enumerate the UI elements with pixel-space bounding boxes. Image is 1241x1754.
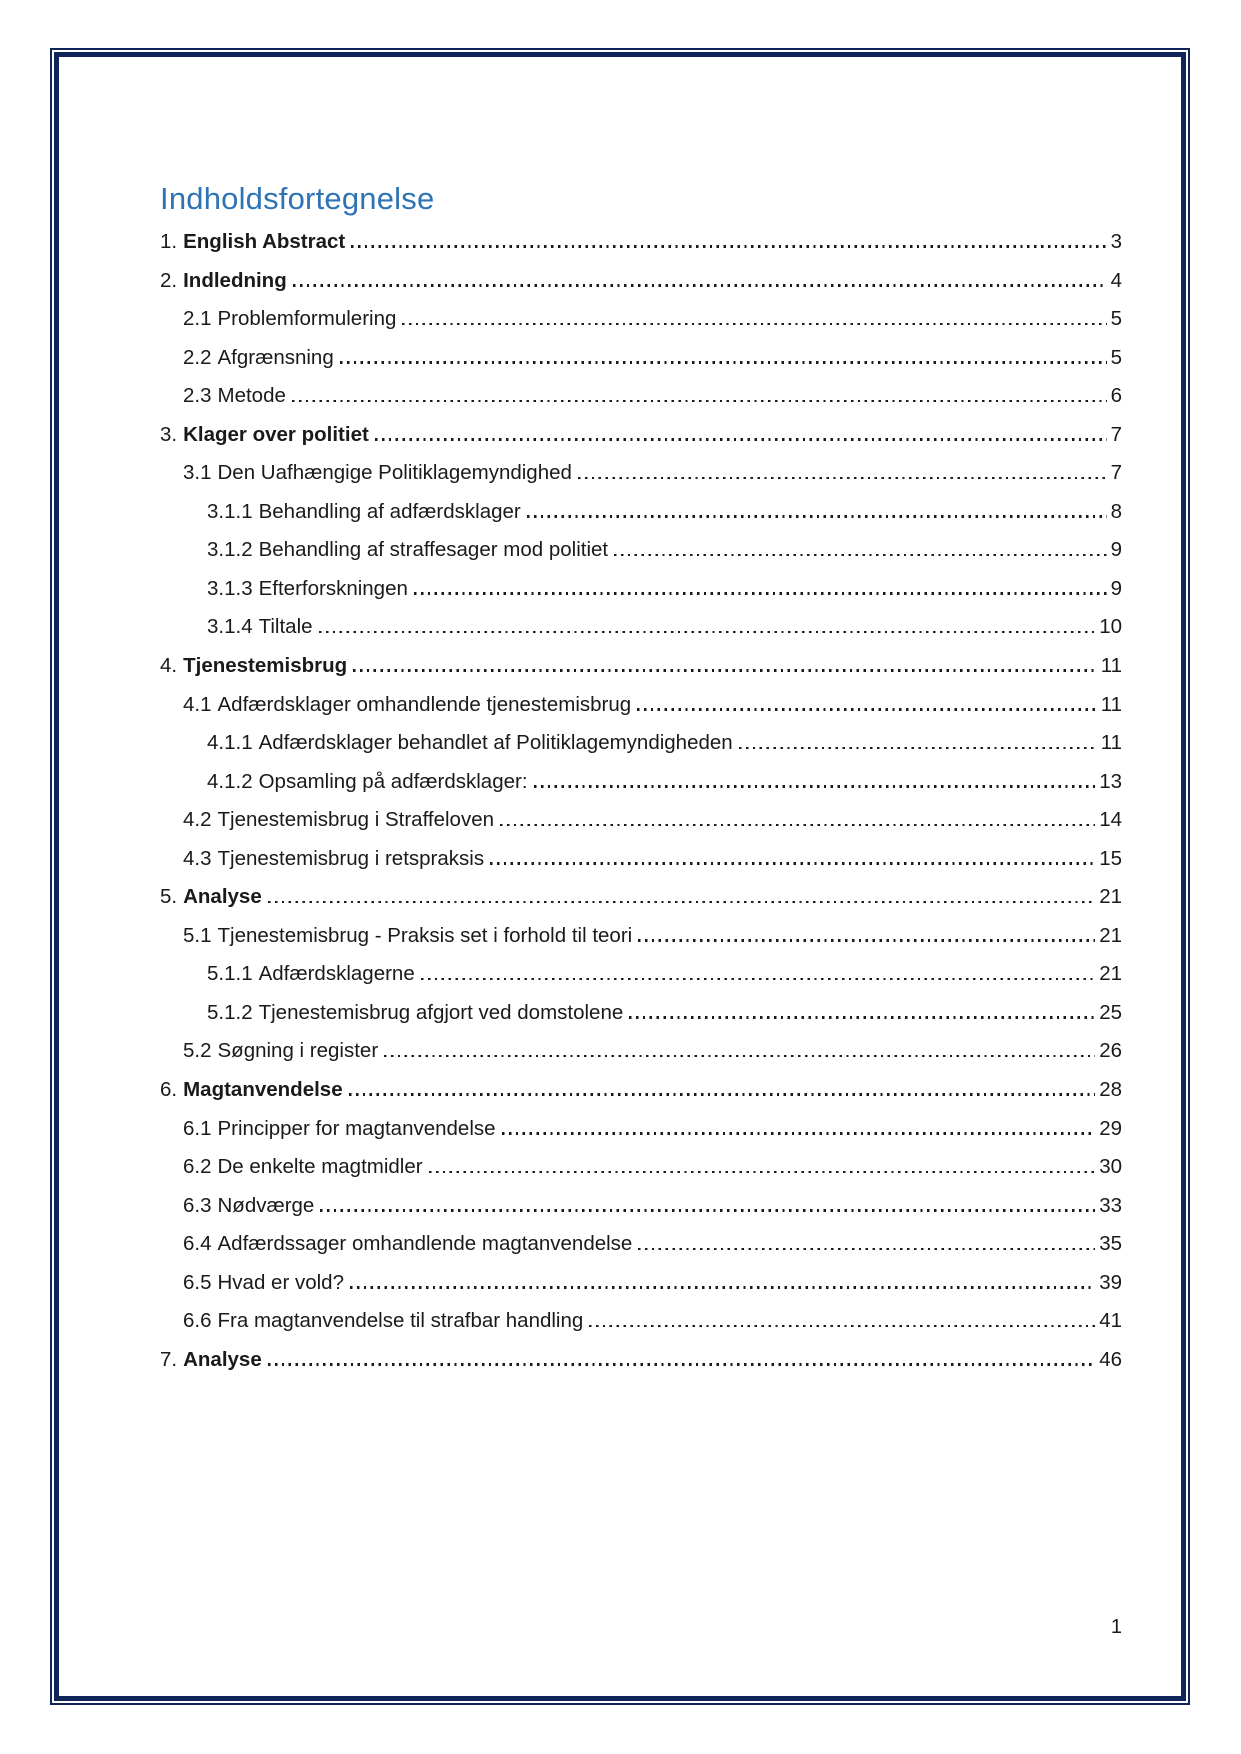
toc-entry-label <box>183 1187 314 1226</box>
toc-list <box>160 223 1122 1379</box>
toc-entry[interactable] <box>160 994 1122 1033</box>
toc-entry-page-number: 4 <box>1110 268 1122 292</box>
toc-entry[interactable] <box>160 1071 1122 1110</box>
toc-entry[interactable] <box>160 1302 1122 1341</box>
toc-entry[interactable] <box>160 608 1122 647</box>
toc-entry-label <box>207 724 733 763</box>
toc-entry-label <box>160 262 287 301</box>
toc-entry-number: 4.1.1 <box>207 731 253 755</box>
toc-entry-number: 2.2 <box>183 345 212 369</box>
toc-entry-label <box>183 1264 344 1303</box>
toc-entry-page-number: 46 <box>1099 1347 1122 1371</box>
toc-entry-label <box>160 878 262 917</box>
toc-dot-leader <box>349 1093 1096 1096</box>
toc-entry[interactable] <box>160 763 1122 802</box>
toc-entry-number: 5.2 <box>183 1039 212 1063</box>
toc-entry-label <box>207 994 623 1033</box>
toc-entry-label <box>183 1032 378 1071</box>
toc-entry-title: Nødværge <box>217 1193 315 1217</box>
toc-entry-label <box>183 1148 423 1187</box>
toc-dot-leader <box>421 978 1095 981</box>
toc-entry-label <box>183 454 572 493</box>
toc-entry-label <box>183 339 334 378</box>
toc-entry-label <box>160 416 369 455</box>
toc-heading: Indholdsfortegnelse <box>160 181 435 216</box>
toc-entry[interactable] <box>160 377 1122 416</box>
toc-entry[interactable] <box>160 1264 1122 1303</box>
toc-entry-number: 3.1.2 <box>207 538 253 562</box>
toc-entry[interactable] <box>160 223 1122 262</box>
toc-dot-leader <box>638 1248 1095 1251</box>
toc-entry-page-number: 21 <box>1099 962 1122 986</box>
toc-entry-title: Adfærdsklagerne <box>258 962 415 986</box>
toc-dot-leader <box>402 323 1106 326</box>
toc-dot-leader <box>293 284 1107 287</box>
toc-entry-page-number: 9 <box>1110 576 1122 600</box>
toc-entry-page-number: 10 <box>1099 615 1122 639</box>
toc-entry[interactable] <box>160 300 1122 339</box>
toc-entry-label <box>160 1071 343 1110</box>
toc-dot-leader <box>527 515 1107 518</box>
toc-entry-label <box>183 377 286 416</box>
toc-entry[interactable] <box>160 1148 1122 1187</box>
toc-entry-title: Behandling af straffesager mod politiet <box>258 538 609 562</box>
toc-entry-number: 3. <box>160 422 178 446</box>
toc-dot-leader <box>350 1286 1095 1289</box>
toc-entry-number: 2.3 <box>183 384 212 408</box>
toc-entry-page-number: 21 <box>1099 923 1122 947</box>
toc-entry-page-number: 3 <box>1110 230 1122 253</box>
toc-entry-label <box>207 763 528 802</box>
toc-entry[interactable] <box>160 262 1122 301</box>
toc-dot-leader <box>384 1055 1095 1058</box>
toc-entry-page-number: 9 <box>1110 538 1122 562</box>
toc-entry-label <box>160 223 345 262</box>
toc-dot-leader <box>629 1016 1095 1019</box>
toc-entry-number: 2. <box>160 268 178 292</box>
toc-entry-page-number: 41 <box>1099 1309 1122 1333</box>
toc-entry-title: Analyse <box>183 885 262 909</box>
toc-dot-leader <box>414 592 1107 595</box>
toc-entry-page-number: 7 <box>1110 422 1122 446</box>
toc-entry-number: 3.1.4 <box>207 615 253 639</box>
toc-entry-number: 4.3 <box>183 846 212 870</box>
toc-dot-leader <box>375 438 1107 441</box>
toc-entry-title: Tjenestemisbrug afgjort ved domstolene <box>258 1000 624 1024</box>
toc-entry-number: 5.1.2 <box>207 1000 253 1024</box>
toc-entry-number: 7. <box>160 1347 178 1371</box>
toc-dot-leader <box>319 631 1096 634</box>
toc-entry-number: 2.1 <box>183 307 212 331</box>
toc-dot-leader <box>268 1363 1095 1366</box>
toc-entry[interactable] <box>160 454 1122 493</box>
toc-entry[interactable] <box>160 917 1122 956</box>
toc-entry[interactable] <box>160 724 1122 763</box>
toc-entry-page-number: 8 <box>1110 499 1122 523</box>
toc-entry-title: Analyse <box>183 1347 262 1371</box>
toc-entry-number: 6.1 <box>183 1116 212 1140</box>
toc-entry-page-number: 5 <box>1110 345 1122 369</box>
toc-entry-page-number: 26 <box>1099 1039 1122 1063</box>
toc-entry[interactable] <box>160 840 1122 879</box>
toc-entry-page-number: 11 <box>1100 654 1122 678</box>
toc-dot-leader <box>739 747 1097 750</box>
footer-page-number: 1 <box>1110 1616 1122 1638</box>
toc-entry-page-number: 29 <box>1099 1116 1122 1140</box>
toc-entry-title: Fra magtanvendelse til strafbar handling <box>217 1309 584 1333</box>
toc-entry-number: 6.2 <box>183 1155 212 1179</box>
toc-dot-leader <box>429 1171 1096 1174</box>
toc-entry-title: English Abstract <box>183 230 346 253</box>
toc-entry-number: 5.1.1 <box>207 962 253 986</box>
toc-entry-title: Afgrænsning <box>217 345 334 369</box>
toc-dot-leader <box>320 1209 1095 1212</box>
toc-entry[interactable] <box>160 878 1122 917</box>
toc-entry[interactable] <box>160 1341 1122 1380</box>
toc-entry-title: Metode <box>217 384 286 408</box>
toc-entry-number: 3.1.1 <box>207 499 253 523</box>
toc-dot-leader <box>614 554 1107 557</box>
toc-entry-page-number: 30 <box>1099 1155 1122 1179</box>
toc-entry-title: Søgning i register <box>217 1039 379 1063</box>
toc-dot-leader <box>490 862 1095 865</box>
toc-entry[interactable] <box>160 1032 1122 1071</box>
toc-entry-title: Tjenestemisbrug i retspraksis <box>217 846 485 870</box>
toc-entry-title: Adfærdsklager behandlet af Politiklagemyndigheden <box>258 731 733 755</box>
toc-entry-page-number: 35 <box>1099 1232 1122 1256</box>
toc-entry[interactable] <box>160 339 1122 378</box>
toc-entry-title: Magtanvendelse <box>183 1078 343 1102</box>
toc-entry-title: Adfærdssager omhandlende magtanvendelse <box>217 1232 633 1256</box>
toc-entry-title: Problemformulering <box>217 307 397 331</box>
toc-entry-number: 4.1 <box>183 692 212 716</box>
toc-entry-page-number: 11 <box>1100 692 1122 716</box>
toc-entry-page-number: 25 <box>1099 1000 1122 1024</box>
toc-entry-label <box>183 917 632 956</box>
toc-entry-label <box>183 1225 632 1264</box>
toc-entry-title: Principper for magtanvendelse <box>217 1116 496 1140</box>
toc-content <box>160 181 1122 1379</box>
toc-entry-page-number: 39 <box>1099 1270 1122 1294</box>
toc-entry-label <box>160 1341 262 1380</box>
toc-entry-page-number: 7 <box>1110 461 1122 485</box>
toc-entry-title: Tjenestemisbrug <box>183 654 348 678</box>
toc-entry-label <box>183 840 484 879</box>
toc-entry-number: 6.6 <box>183 1309 212 1333</box>
toc-entry-number: 6.5 <box>183 1270 212 1294</box>
toc-entry-label <box>183 300 396 339</box>
toc-entry-title: Hvad er vold? <box>217 1270 344 1294</box>
toc-entry-label <box>207 955 415 994</box>
toc-entry-number: 3.1 <box>183 461 212 485</box>
toc-entry-label <box>207 570 408 609</box>
toc-entry-label <box>183 1302 583 1341</box>
toc-dot-leader <box>351 245 1106 248</box>
toc-entry[interactable] <box>160 1110 1122 1149</box>
toc-entry-page-number: 11 <box>1100 731 1122 755</box>
toc-entry-number: 5.1 <box>183 923 212 947</box>
toc-dot-leader <box>637 708 1097 711</box>
toc-entry[interactable] <box>160 686 1122 725</box>
toc-dot-leader <box>578 477 1107 480</box>
toc-entry-page-number: 15 <box>1099 846 1122 870</box>
toc-entry-title: Adfærdsklager omhandlende tjenestemisbrug <box>217 692 632 716</box>
toc-entry-page-number: 5 <box>1110 307 1122 331</box>
toc-dot-leader <box>268 901 1095 904</box>
toc-entry-page-number: 28 <box>1099 1078 1122 1102</box>
toc-entry[interactable] <box>160 570 1122 609</box>
toc-entry-number: 1. <box>160 230 178 253</box>
toc-entry-title: Tjenestemisbrug i Straffeloven <box>217 808 495 832</box>
toc-entry[interactable] <box>160 1187 1122 1226</box>
toc-entry[interactable] <box>160 647 1122 686</box>
toc-dot-leader <box>292 400 1107 403</box>
toc-entry-label <box>207 531 608 570</box>
toc-entry-number: 5. <box>160 885 178 909</box>
toc-entry-title: Tjenestemisbrug - Praksis set i forhold til teori <box>217 923 633 947</box>
toc-entry-label <box>183 801 494 840</box>
toc-entry-title: Indledning <box>183 268 287 292</box>
toc-entry-title: Klager over politiet <box>183 422 369 446</box>
toc-entry-title: Tiltale <box>258 615 313 639</box>
toc-entry-number: 4.2 <box>183 808 212 832</box>
toc-entry[interactable] <box>160 493 1122 532</box>
toc-entry-page-number: 21 <box>1099 885 1122 909</box>
toc-entry-page-number: 33 <box>1099 1193 1122 1217</box>
toc-dot-leader <box>534 785 1096 788</box>
toc-entry-title: Efterforskningen <box>258 576 408 600</box>
toc-entry-number: 3.1.3 <box>207 576 253 600</box>
toc-entry[interactable] <box>160 531 1122 570</box>
toc-entry-label <box>160 647 347 686</box>
toc-dot-leader <box>589 1325 1095 1328</box>
toc-entry-label <box>207 493 521 532</box>
toc-entry-label <box>207 608 313 647</box>
toc-entry-page-number: 13 <box>1099 769 1122 793</box>
toc-entry-title: De enkelte magtmidler <box>217 1155 423 1179</box>
toc-entry-label <box>183 1110 496 1149</box>
toc-entry-title: Behandling af adfærdsklager <box>258 499 521 523</box>
toc-dot-leader <box>340 361 1107 364</box>
toc-dot-leader <box>502 1132 1096 1135</box>
toc-entry-page-number: 14 <box>1099 808 1122 832</box>
toc-dot-leader <box>353 669 1097 672</box>
toc-entry-number: 6.4 <box>183 1232 212 1256</box>
toc-entry-number: 4.1.2 <box>207 769 253 793</box>
toc-entry[interactable] <box>160 955 1122 994</box>
toc-entry[interactable] <box>160 801 1122 840</box>
toc-entry-label <box>183 686 631 725</box>
toc-dot-leader <box>500 824 1095 827</box>
toc-entry-page-number: 6 <box>1110 384 1122 408</box>
toc-entry-title: Den Uafhængige Politiklagemyndighed <box>217 461 572 485</box>
toc-entry[interactable] <box>160 1225 1122 1264</box>
toc-entry-title: Opsamling på adfærdsklager: <box>258 769 528 793</box>
toc-dot-leader <box>638 939 1095 942</box>
toc-entry-number: 4. <box>160 654 178 678</box>
toc-entry[interactable] <box>160 416 1122 455</box>
toc-entry-number: 6. <box>160 1078 178 1102</box>
toc-entry-number: 6.3 <box>183 1193 212 1217</box>
